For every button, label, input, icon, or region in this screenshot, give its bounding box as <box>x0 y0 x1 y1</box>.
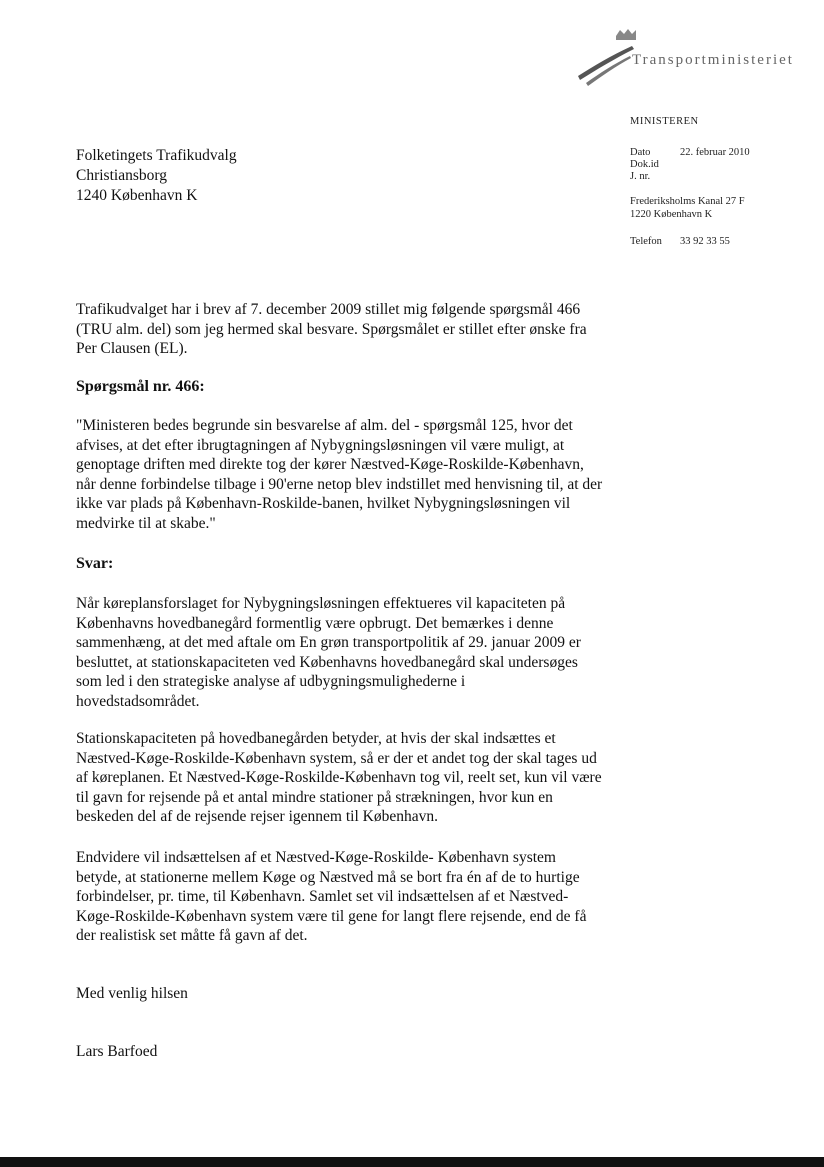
question-text: "Ministeren bedes begrunde sin besvarelse af alm. del - spørgsmål 125, hvor det afvises, at det efter ibrugtagningen af Nybygningsløsningen vil være muligt, at genoptage driften med direkte tog der kører Næstved-Køge-Roskilde-København, når denne forbindelse tilbage i 90'erne netop blev indstillet med henvisning til, at der ikke var plads på København-Roskilde-banen, hvilket Nybygningsløsningen vil medvirke til at skabe." <box>76 417 603 532</box>
sender-address <box>630 195 745 221</box>
recipient-address <box>76 146 237 206</box>
signer-name: Lars Barfoed <box>76 1043 158 1060</box>
phone-value: 33 92 33 55 <box>680 236 730 247</box>
scan-edge-bar <box>0 1157 824 1167</box>
answer-paragraph-3: Endvidere vil indsættelsen af et Næstved-Køge-Roskilde- København system betyde, at stationerne mellem Køge og Næstved må se bort fra én af de to hurtige forbindelser, pr. time, til København. Samlet set vil indsættelsen af et Næstved-Køge-Roskilde-København system være til gene for langt flere rejsende, end de få der realistisk set måtte få gavn af det. <box>76 849 587 945</box>
recipient-line2: Christiansborg <box>76 167 167 184</box>
sender-address-line2: 1220 København K <box>630 209 713 220</box>
closing-line: Med venlig hilsen <box>76 985 188 1002</box>
date-label: Dato <box>630 147 651 158</box>
phone-row <box>630 236 730 247</box>
dokid-label: Dok.id <box>630 159 659 170</box>
jnr-label: J. nr. <box>630 171 651 182</box>
jnr-row <box>630 171 680 182</box>
ministry-logo <box>576 28 796 98</box>
phone-label: Telefon <box>630 236 662 247</box>
answer-heading: Svar: <box>76 555 114 572</box>
sender-title: MINISTEREN <box>630 116 699 127</box>
question-heading: Spørgsmål nr. 466: <box>76 378 205 395</box>
date-row <box>630 147 750 158</box>
logo-wordmark: Transportministeriet <box>632 52 794 68</box>
date-value: 22. februar 2010 <box>680 147 750 158</box>
sender-address-line1: Frederiksholms Kanal 27 F <box>630 196 745 207</box>
crown-swoosh-icon <box>576 28 636 98</box>
recipient-line1: Folketingets Trafikudvalg <box>76 147 237 164</box>
recipient-line3: 1240 København K <box>76 187 198 204</box>
answer-paragraph-1: Når køreplansforslaget for Nybygningsløsningen effektueres vil kapaciteten på Københavns hovedbanegård formentlig være opbrugt. Det bemærkes i denne sammenhæng, at det med aftale om En grøn transportpolitik af 29. januar 2009 er besluttet, at stationskapaciteten ved Københavns hovedbanegård skal undersøges som led i den strategiske analyse af udbygningsmulighederne i hovedstadsområdet. <box>76 595 581 710</box>
answer-paragraph-2: Stationskapaciteten på hovedbanegården betyder, at hvis der skal indsættes et Næstved-Køge-Roskilde-København system, så er der et andet tog der skal tages ud af køreplanen. Et Næstved-Køge-Roskilde-København tog vil, reelt set, kun vil være til gavn for rejsende på et antal mindre stationer på strækningen, hvor kun en beskeden del af de rejsende rejser igennem til København. <box>76 730 602 826</box>
dokid-row <box>630 159 680 170</box>
intro-paragraph: Trafikudvalget har i brev af 7. december 2009 stillet mig følgende spørgsmål 466 (TRU alm. del) som jeg hermed skal besvare. Spørgsmålet er stillet efter ønske fra Per Clausen (EL). <box>76 301 587 358</box>
